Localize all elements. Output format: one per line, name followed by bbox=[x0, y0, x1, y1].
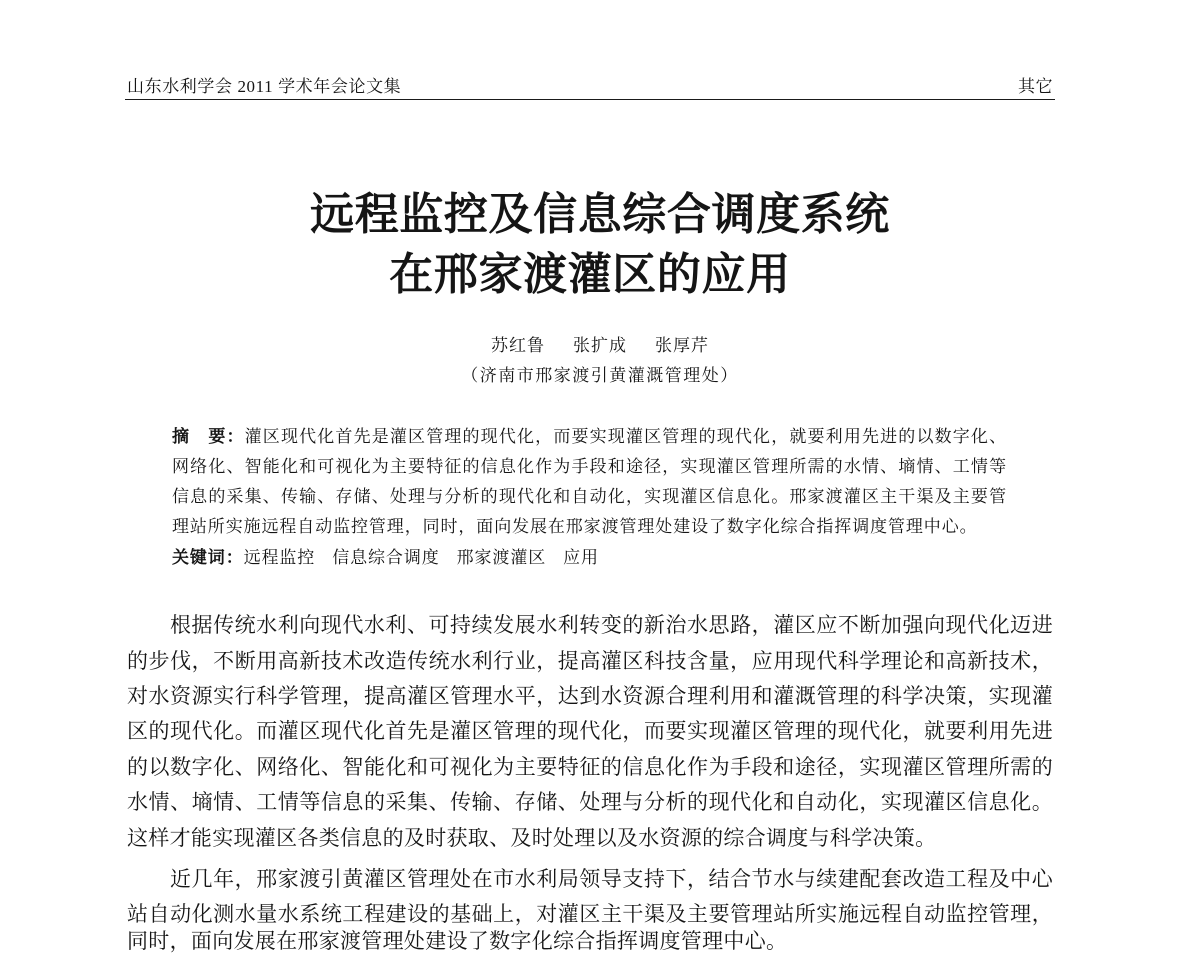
body-line: 站自动化测水量水系统工程建设的基础上，对灌区主干渠及主要管理站所实施远程自动监控管理， bbox=[127, 902, 1053, 926]
keyword: 邢家渡灌区 bbox=[456, 548, 547, 567]
running-header-journal: 山东水利学会 2011 学术年会论文集 bbox=[127, 77, 402, 96]
body-line: 水情、墒情、工情等信息的采集、传输、存储、处理与分析的现代化和自动化，实现灌区信息化。 bbox=[127, 790, 1053, 814]
author-list bbox=[0, 335, 1200, 357]
body-line: 近几年，邢家渡引黄灌区管理处在市水利局领导支持下，结合节水与续建配套改造工程及中心 bbox=[170, 867, 1053, 891]
body-line: 区的现代化。而灌区现代化首先是灌区管理的现代化，而要实现灌区管理的现代化，就要利用先进 bbox=[127, 719, 1053, 743]
abstract-label: 摘 要： bbox=[172, 427, 245, 446]
body-line-clipped: 同时，面向发展在邢家渡管理处建设了数字化综合指挥调度管理中心。 bbox=[127, 929, 788, 953]
keywords-label: 关键词： bbox=[172, 548, 244, 567]
abstract-line: 信息的采集、传输、存储、处理与分析的现代化和自动化，实现灌区信息化。邢家渡灌区主干渠及主要管 bbox=[172, 487, 1007, 506]
author-name: 张厚芹 bbox=[655, 336, 709, 355]
author-name: 张扩成 bbox=[573, 336, 627, 355]
affiliation: （济南市邢家渡引黄灌溉管理处） bbox=[461, 366, 739, 385]
keyword: 远程监控 bbox=[243, 548, 316, 567]
abstract-block bbox=[172, 426, 1007, 569]
abstract-line bbox=[172, 426, 1007, 448]
keywords-line bbox=[172, 547, 1007, 569]
body-paragraph bbox=[127, 865, 1053, 953]
body-line: 这样才能实现灌区各类信息的及时获取、及时处理以及水资源的综合调度与科学决策。 bbox=[127, 826, 937, 850]
running-header-section: 其它 bbox=[1018, 77, 1053, 96]
keyword: 应用 bbox=[563, 548, 599, 567]
body-line: 根据传统水利向现代水利、可持续发展水利转变的新治水思路，灌区应不断加强向现代化迈进 bbox=[170, 613, 1053, 637]
abstract-line: 理站所实施远程自动监控管理，同时，面向发展在邢家渡管理处建设了数字化综合指挥调度管理中心。 bbox=[172, 517, 978, 536]
author-name: 苏红鲁 bbox=[491, 336, 545, 355]
header-rule bbox=[125, 99, 1055, 100]
abstract-text: 灌区现代化首先是灌区管理的现代化，而要实现灌区管理的现代化，就要利用先进的以数字化、 bbox=[244, 427, 1007, 446]
paper-title-line-2: 在邢家渡灌区的应用 bbox=[389, 250, 791, 299]
body-line: 的以数字化、网络化、智能化和可视化为主要特征的信息化作为手段和途径，实现灌区管理所需的 bbox=[127, 755, 1053, 779]
keyword: 信息综合调度 bbox=[332, 548, 440, 567]
abstract-line: 网络化、智能化和可视化为主要特征的信息化作为手段和途径，实现灌区管理所需的水情、墒情、工情等 bbox=[172, 457, 1007, 476]
body-line: 对水资源实行科学管理，提高灌区管理水平，达到水资源合理利用和灌溉管理的科学决策，实现灌 bbox=[127, 684, 1053, 708]
paper-title-line-1: 远程监控及信息综合调度系统 bbox=[310, 190, 890, 239]
body-line: 的步伐，不断用高新技术改造传统水利行业，提高灌区科技含量，应用现代科学理论和高新技术， bbox=[127, 649, 1053, 673]
body-paragraph bbox=[127, 611, 1053, 852]
